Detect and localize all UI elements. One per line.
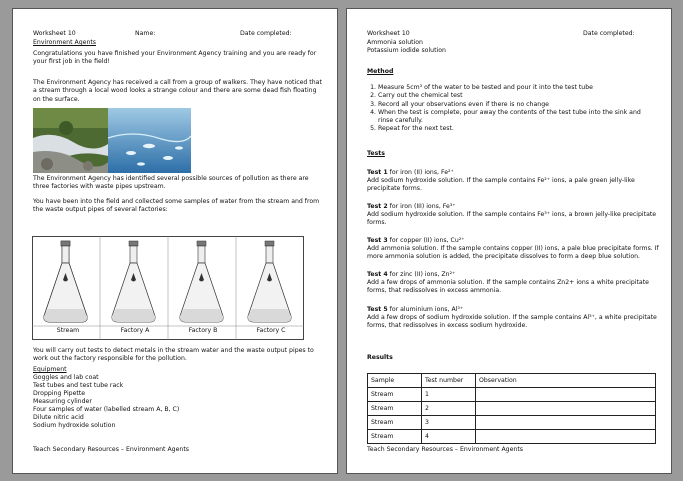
results-col-sample: Sample [368,374,422,388]
test-2-heading: Test 2 for iron (III) ions, Fe³⁺ [367,203,456,210]
test-5-heading: Test 5 for aluminium ions, Al³⁺ [367,306,464,313]
test-4-description: Add a few drops of ammonia solution. If the sample contains Zn2+ ions a white precipitate forms, that redissolves in excess ammonia. [367,279,649,295]
results-col-observation: Observation [476,374,656,388]
call-paragraph: The Environment Agency has received a call from a group of walkers. They have noticed that a stream through a local wood looks a strange colour and there are some dead fish floating on the surface. [33,79,322,103]
observation-cell[interactable] [476,430,656,444]
results-table [367,373,656,444]
test-number-cell: 4 [422,430,476,444]
observation-cell[interactable] [476,416,656,430]
test-number-cell: 3 [422,416,476,430]
test-3-heading: Test 3 for copper (II) ions, Cu²⁺ [367,237,465,244]
sample-cell: Stream [368,430,422,444]
page-title: Environment Agents [33,39,97,46]
results-col-test-number: Test number [422,374,476,388]
tests-intro-paragraph: You will carry out tests to detect metals in the stream water and the waste output pipes to work out the factory responsible for the pollution. [33,347,314,363]
equipment-item: Dropping Pipette [33,390,86,397]
method-steps-list [367,84,657,134]
method-step: 4. When the test is complete, pour away the contents of the test tube into the sink and rinse carefully. [378,109,657,126]
reagent-item: Ammonia solution [367,39,423,46]
table-row [368,430,656,444]
observation-cell[interactable] [476,402,656,416]
name-label: Name: [135,30,156,37]
sample-cell: Stream [368,416,422,430]
stream-photo-and-fish-illustration [33,108,191,173]
equipment-item: Test tubes and test tube rack [33,382,124,389]
test-1-heading: Test 1 for iron (II) ions, Fe²⁺ [367,169,454,176]
tests-heading: Tests [367,150,385,157]
results-heading: Results [367,354,393,361]
equipment-item: Sodium hydroxide solution [33,422,116,429]
intro-paragraph: Congratulations you have finished your Environment Agency training and you are ready for your first job in the field! [33,50,317,66]
method-heading: Method [367,68,394,75]
test-3-description: Add ammonia solution. If the sample contains copper (II) ions, a pale blue precipitate forms. If more ammonia solution is added, the precipitate dissolves to form a deep blue solution. [367,245,659,261]
table-row [368,388,656,402]
samples-paragraph: You have been into the field and collected some samples of water from the stream and from the waste output pipes of several factories: [33,198,320,214]
equipment-item: Dilute nitric acid [33,414,84,421]
page-footer: Teach Secondary Resources – Environment Agents [33,446,189,453]
test-5-description: Add a few drops of sodium hydroxide solution. If the sample contains Al³⁺, a white precipitate forms, that redissolves in excess sodium hydroxide. [367,314,657,330]
table-row [368,402,656,416]
equipment-item: Four samples of water (labelled stream A, B, C) [33,406,180,413]
observation-cell[interactable] [476,388,656,402]
page-footer: Teach Secondary Resources – Environment Agents [367,446,523,453]
sample-cell: Stream [368,388,422,402]
equipment-item: Measuring cylinder [33,398,92,405]
test-4-heading: Test 4 for zinc (II) ions, Zn²⁺ [367,271,456,278]
test-1-description: Add sodium hydroxide solution. If the sample contains Fe²⁺ ions, a pale green jelly-like precipitate forms. [367,177,635,193]
equipment-item: Goggles and lab coat [33,374,99,381]
method-step: 3. Record all your observations even if there is no change [378,101,657,109]
sample-flasks-diagram [32,236,304,340]
results-header-row [368,374,656,388]
test-2-description: Add sodium hydroxide solution. If the sample contains Fe³⁺ ions, a brown jelly-like precipitate forms. [367,211,657,227]
method-step: 2. Carry out the chemical test [378,92,657,100]
worksheet-page-right [346,8,672,474]
table-row [368,416,656,430]
pollution-sources-paragraph: The Environment Agency has identified several possible sources of pollution as there are three factories with waste pipes upstream. [33,175,309,191]
method-step: 5. Repeat for the next test. [378,125,657,133]
worksheet-page-left [12,8,338,474]
test-number-cell: 1 [422,388,476,402]
flask-label-factory-c: Factory C [256,327,286,334]
test-number-cell: 2 [422,402,476,416]
flask-label-factory-b: Factory B [188,327,218,334]
flask-label-factory-a: Factory A [120,327,150,334]
equipment-heading: Equipment [33,366,67,373]
sample-cell: Stream [368,402,422,416]
method-step: 1. Measure 5cm³ of the water to be tested and pour it into the test tube [378,84,657,92]
date-label: Date completed: [240,30,292,37]
date-label: Date completed: [583,30,635,37]
worksheet-number: Worksheet 10 [367,30,410,37]
flask-label-stream: Stream [56,327,80,334]
reagent-item: Potassium iodide solution [367,47,446,54]
worksheet-number: Worksheet 10 [33,30,76,37]
